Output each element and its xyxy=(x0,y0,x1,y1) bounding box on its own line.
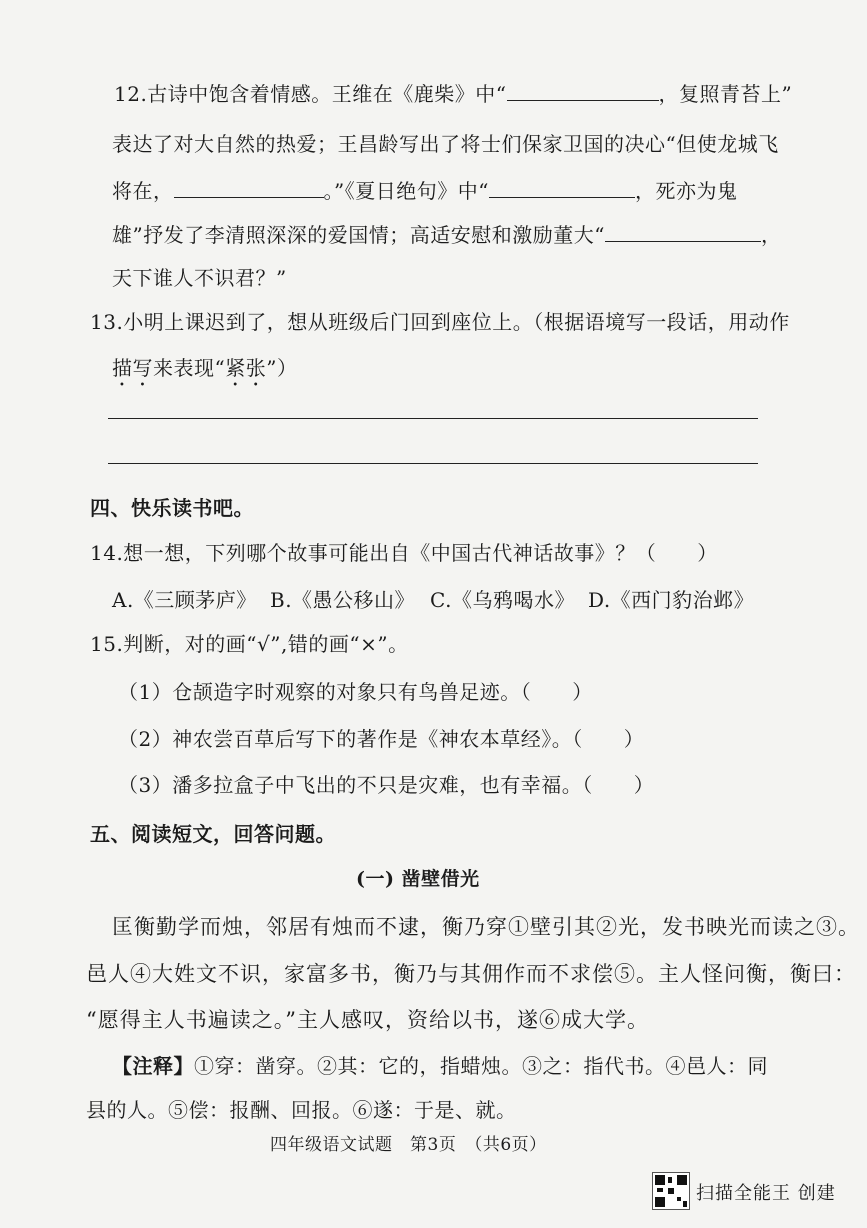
q12-text-1b: ，复照青苔上” xyxy=(658,82,793,106)
notes-line-2: 县的人。⑤偿：报酬、回报。⑥遂：于是、就。 xyxy=(86,1098,517,1122)
passage-title: (一) 凿壁借光 xyxy=(356,868,480,890)
q13-answer-line-1[interactable] xyxy=(108,418,758,419)
q12-blank-2[interactable] xyxy=(174,179,324,198)
q14-option-c: C.《乌鸦喝水》 xyxy=(430,588,575,612)
q14-question: 14.想一想，下列哪个故事可能出自《中国古代神话故事》？（ ） xyxy=(90,541,718,565)
q12-line2: 表达了对大自然的热爱；王昌龄写出了将士们保家卫国的决心“但使龙城飞 xyxy=(112,132,779,156)
q12-text-3c: ，死亦为鬼 xyxy=(634,179,738,203)
q15-item-1: （1）仓颉造字时观察的对象只有鸟兽足迹。（ ） xyxy=(118,680,593,704)
q15-item-2: （2）神农尝百草后写下的著作是《神农本草经》。（ ） xyxy=(118,727,645,751)
q14-option-a: A.《三顾茅庐》 xyxy=(112,588,257,612)
q13-text-2d: ） xyxy=(276,356,298,380)
q12-line3 xyxy=(112,175,737,204)
q15-question: 15.判断，对的画“√”,错的画“×”。 xyxy=(90,632,409,656)
q13-line2 xyxy=(112,352,297,391)
q12-line4 xyxy=(112,219,781,248)
q12-blank-3[interactable] xyxy=(489,179,635,198)
notes-text-1: ①穿：凿穿。②其：它的，指蜡烛。③之：指代书。④邑人：同 xyxy=(194,1054,768,1078)
q12-text-1a: 12.古诗中饱含着情感。王维在《鹿柴》中“ xyxy=(114,82,507,106)
scanner-label: 扫描全能王 创建 xyxy=(696,1183,836,1204)
section5-title: 五、阅读短文，回答问题。 xyxy=(90,822,336,846)
q12-text-3b: 。”《夏日绝句》中“ xyxy=(323,179,489,203)
notes-line-1 xyxy=(112,1050,768,1079)
q12-blank-4[interactable] xyxy=(605,223,761,242)
q13-line1: 13.小明上课迟到了，想从班级后门回到座位上。（根据语境写一段话，用动作 xyxy=(90,310,790,334)
passage-line-3: “愿得主人书遍读之。”主人感叹，资给以书，遂⑥成大学。 xyxy=(86,1008,649,1032)
qr-code-icon xyxy=(652,1172,690,1210)
section4-title: 四、快乐读书吧。 xyxy=(90,496,254,520)
q12-line1 xyxy=(114,78,792,107)
q15-item-3: （3）潘多拉盒子中飞出的不只是灾难，也有幸福。（ ） xyxy=(118,773,655,797)
passage-line-1: 匡衡勤学而烛，邻居有烛而不逮，衡乃穿①壁引其②光，发书映光而读之③。 xyxy=(112,915,860,939)
q12-text-3a: 将在， xyxy=(112,179,174,203)
q13-answer-line-2[interactable] xyxy=(108,463,758,464)
q12-text-4a: 雄”抒发了李清照深深的爱国情；高适安慰和激励董大“ xyxy=(112,223,605,247)
passage-line-2: 邑人④大姓文不识，家富多书，衡乃与其佣作而不求偿⑤。主人怪问衡，衡曰： xyxy=(86,962,856,986)
q12-text-4b: ， xyxy=(760,223,782,247)
q13-text-2b: 来表现 xyxy=(153,356,215,380)
notes-label: 【注释】 xyxy=(112,1054,194,1078)
q12-line5: 天下谁人不识君？” xyxy=(112,266,287,290)
q14-option-d: D.《西门豹治邺》 xyxy=(588,588,755,612)
q14-option-b: B.《愚公移山》 xyxy=(270,588,416,612)
page-footer: 四年级语文试题 第3页 （共6页） xyxy=(270,1135,547,1155)
q13-text-2c: “紧张” xyxy=(214,356,277,380)
q12-blank-1[interactable] xyxy=(507,82,659,101)
q13-text-2a: 描写 xyxy=(112,356,153,380)
